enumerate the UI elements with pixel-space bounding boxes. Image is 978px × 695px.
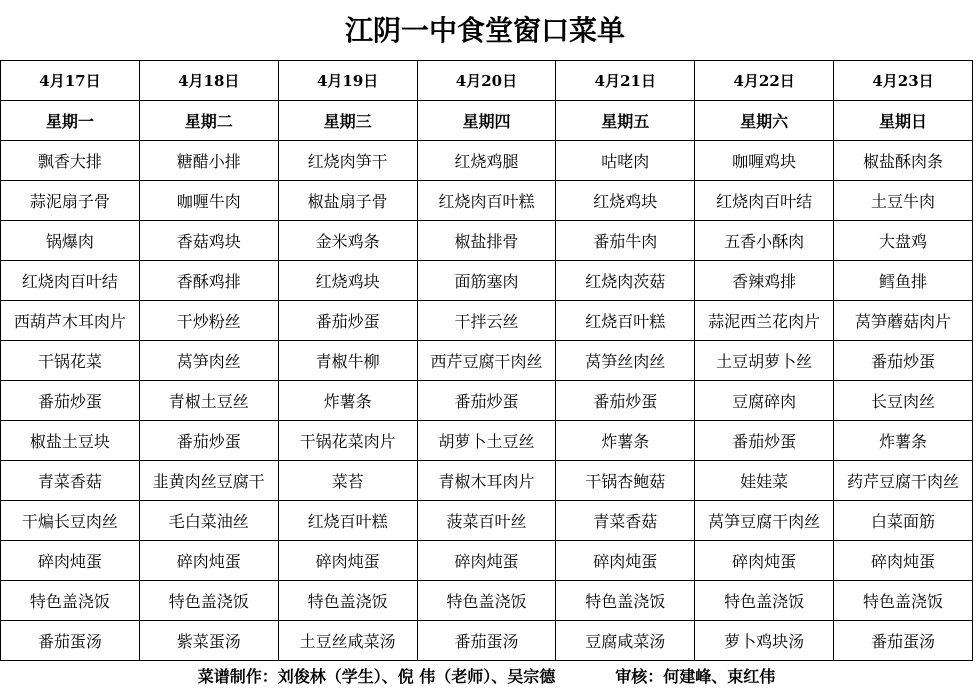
dish-row: [1, 501, 973, 541]
weekday-header-row-cell: 星期五: [556, 101, 695, 141]
dish-row: [1, 221, 973, 261]
dish-row-cell: 特色盖浇饭: [1, 581, 140, 621]
dish-row: [1, 181, 973, 221]
dish-row-cell: 碎肉炖蛋: [139, 541, 278, 581]
dish-row-cell: 特色盖浇饭: [695, 581, 834, 621]
dish-row-cell: 西芹豆腐干肉丝: [417, 341, 556, 381]
dish-row-cell: 番茄炒蛋: [695, 421, 834, 461]
dish-row-cell: 红烧肉百叶结: [1, 261, 140, 301]
dish-row-cell: 椒盐土豆块: [1, 421, 140, 461]
dish-row-cell: 莴笋丝肉丝: [556, 341, 695, 381]
date-header-row-cell: 4月22日: [695, 61, 834, 101]
dish-row-cell: 番茄蛋汤: [1, 621, 140, 661]
footer-makers: 菜谱制作：刘俊林（学生）、倪 伟（老师）、吴宗德: [197, 667, 556, 686]
dish-row-cell: 红烧鸡块: [278, 261, 417, 301]
weekday-header-row-cell: 星期日: [834, 101, 973, 141]
dish-row-cell: 毛白菜油丝: [139, 501, 278, 541]
dish-row-cell: 飘香大排: [1, 141, 140, 181]
dish-row-cell: 椒盐酥肉条: [834, 141, 973, 181]
dish-row-cell: 菜苔: [278, 461, 417, 501]
dish-row-cell: 青椒木耳肉片: [417, 461, 556, 501]
dish-row-cell: 碎肉炖蛋: [834, 541, 973, 581]
dish-row: [1, 541, 973, 581]
dish-row-cell: 蒜泥西兰花肉片: [695, 301, 834, 341]
dish-row-cell: 香菇鸡块: [139, 221, 278, 261]
dish-row-cell: 椒盐排骨: [417, 221, 556, 261]
dish-row: [1, 381, 973, 421]
weekday-header-row-cell: 星期二: [139, 101, 278, 141]
dish-row-cell: 莴笋豆腐干肉丝: [695, 501, 834, 541]
dish-row-cell: 青椒土豆丝: [139, 381, 278, 421]
date-header-row-cell: 4月20日: [417, 61, 556, 101]
dish-row-cell: 番茄炒蛋: [278, 301, 417, 341]
footer-credits: [0, 662, 973, 692]
dish-row: [1, 581, 973, 621]
dish-row-cell: 干锅花菜肉片: [278, 421, 417, 461]
dish-row-cell: 干锅花菜: [1, 341, 140, 381]
dish-row-cell: 土豆胡萝卜丝: [695, 341, 834, 381]
dish-row-cell: 番茄蛋汤: [834, 621, 973, 661]
dish-row-cell: 豆腐碎肉: [695, 381, 834, 421]
dish-row-cell: 糖醋小排: [139, 141, 278, 181]
dish-row-cell: 碎肉炖蛋: [695, 541, 834, 581]
date-header-row-cell: 4月17日: [1, 61, 140, 101]
dish-row-cell: 药芹豆腐干肉丝: [834, 461, 973, 501]
dish-row-cell: 特色盖浇饭: [417, 581, 556, 621]
dish-row-cell: 红烧肉百叶糕: [417, 181, 556, 221]
dish-row: [1, 461, 973, 501]
dish-row-cell: 特色盖浇饭: [556, 581, 695, 621]
dish-row-cell: 番茄炒蛋: [834, 341, 973, 381]
dish-row-cell: 娃娃菜: [695, 461, 834, 501]
dish-row-cell: 干锅杏鲍菇: [556, 461, 695, 501]
dish-row-cell: 土豆牛肉: [834, 181, 973, 221]
dish-row-cell: 大盘鸡: [834, 221, 973, 261]
dish-row: [1, 301, 973, 341]
dish-row-cell: 炸薯条: [834, 421, 973, 461]
dish-row-cell: 红烧百叶糕: [278, 501, 417, 541]
dish-row-cell: 韭黄肉丝豆腐干: [139, 461, 278, 501]
weekday-header-row-cell: 星期六: [695, 101, 834, 141]
dish-row-cell: 五香小酥肉: [695, 221, 834, 261]
dish-row-cell: 萝卜鸡块汤: [695, 621, 834, 661]
dish-row-cell: 碎肉炖蛋: [417, 541, 556, 581]
dish-row-cell: 土豆丝咸菜汤: [278, 621, 417, 661]
dish-row: [1, 141, 973, 181]
dish-row-cell: 青椒牛柳: [278, 341, 417, 381]
dish-row-cell: 红烧肉笋干: [278, 141, 417, 181]
dish-row-cell: 特色盖浇饭: [834, 581, 973, 621]
dish-row-cell: 咕咾肉: [556, 141, 695, 181]
dish-row-cell: 香辣鸡排: [695, 261, 834, 301]
dish-row-cell: 番茄蛋汤: [417, 621, 556, 661]
dish-row-cell: 番茄牛肉: [556, 221, 695, 261]
dish-row-cell: 红烧鸡腿: [417, 141, 556, 181]
dish-row-cell: 炸薯条: [556, 421, 695, 461]
dish-row-cell: 胡萝卜土豆丝: [417, 421, 556, 461]
date-header-row-cell: 4月21日: [556, 61, 695, 101]
dish-row-cell: 番茄炒蛋: [556, 381, 695, 421]
dish-row-cell: 莴笋蘑菇肉片: [834, 301, 973, 341]
dish-row-cell: 干拌云丝: [417, 301, 556, 341]
weekday-header-row-cell: 星期一: [1, 101, 140, 141]
dish-row-cell: 咖喱鸡块: [695, 141, 834, 181]
dish-row-cell: 香酥鸡排: [139, 261, 278, 301]
dish-row-cell: 干炒粉丝: [139, 301, 278, 341]
dish-row-cell: 金米鸡条: [278, 221, 417, 261]
dish-row-cell: 菠菜百叶丝: [417, 501, 556, 541]
dish-row-cell: 红烧肉百叶结: [695, 181, 834, 221]
dish-row: [1, 341, 973, 381]
date-header-row-cell: 4月23日: [834, 61, 973, 101]
dish-row-cell: 面筋塞肉: [417, 261, 556, 301]
weekday-header-row-cell: 星期四: [417, 101, 556, 141]
page-title: 江阴一中食堂窗口菜单: [344, 14, 625, 47]
date-header-row-cell: 4月19日: [278, 61, 417, 101]
dish-row-cell: 碎肉炖蛋: [556, 541, 695, 581]
dish-row-cell: 紫菜蛋汤: [139, 621, 278, 661]
dish-row-cell: 碎肉炖蛋: [278, 541, 417, 581]
menu-table-body: [1, 61, 973, 661]
dish-row-cell: 青菜香菇: [556, 501, 695, 541]
dish-row-cell: 特色盖浇饭: [139, 581, 278, 621]
dish-row-cell: 西葫芦木耳肉片: [1, 301, 140, 341]
dish-row-cell: 椒盐扇子骨: [278, 181, 417, 221]
dish-row-cell: 炸薯条: [278, 381, 417, 421]
date-header-row-cell: 4月18日: [139, 61, 278, 101]
dish-row-cell: 莴笋肉丝: [139, 341, 278, 381]
dish-row-cell: 长豆肉丝: [834, 381, 973, 421]
dish-row-cell: 红烧肉茨菇: [556, 261, 695, 301]
dish-row-cell: 咖喱牛肉: [139, 181, 278, 221]
dish-row-cell: 红烧鸡块: [556, 181, 695, 221]
dish-row-cell: 特色盖浇饭: [278, 581, 417, 621]
dish-row-cell: 番茄炒蛋: [139, 421, 278, 461]
dish-row-cell: 番茄炒蛋: [417, 381, 556, 421]
dish-row-cell: 鳕鱼排: [834, 261, 973, 301]
dish-row-cell: 锅爆肉: [1, 221, 140, 261]
dish-row-cell: 番茄炒蛋: [1, 381, 140, 421]
dish-row-cell: 蒜泥扇子骨: [1, 181, 140, 221]
weekday-header-row: [1, 101, 973, 141]
dish-row-cell: 红烧百叶糕: [556, 301, 695, 341]
menu-table: [0, 60, 973, 661]
dish-row-cell: 干煸长豆肉丝: [1, 501, 140, 541]
footer-reviewers: 审核：何建峰、束红伟: [615, 667, 776, 686]
weekday-header-row-cell: 星期三: [278, 101, 417, 141]
dish-row-cell: 青菜香菇: [1, 461, 140, 501]
dish-row: [1, 621, 973, 661]
dish-row-cell: 白菜面筋: [834, 501, 973, 541]
dish-row-cell: 豆腐咸菜汤: [556, 621, 695, 661]
dish-row-cell: 碎肉炖蛋: [1, 541, 140, 581]
dish-row: [1, 261, 973, 301]
date-header-row: [1, 61, 973, 101]
dish-row: [1, 421, 973, 461]
